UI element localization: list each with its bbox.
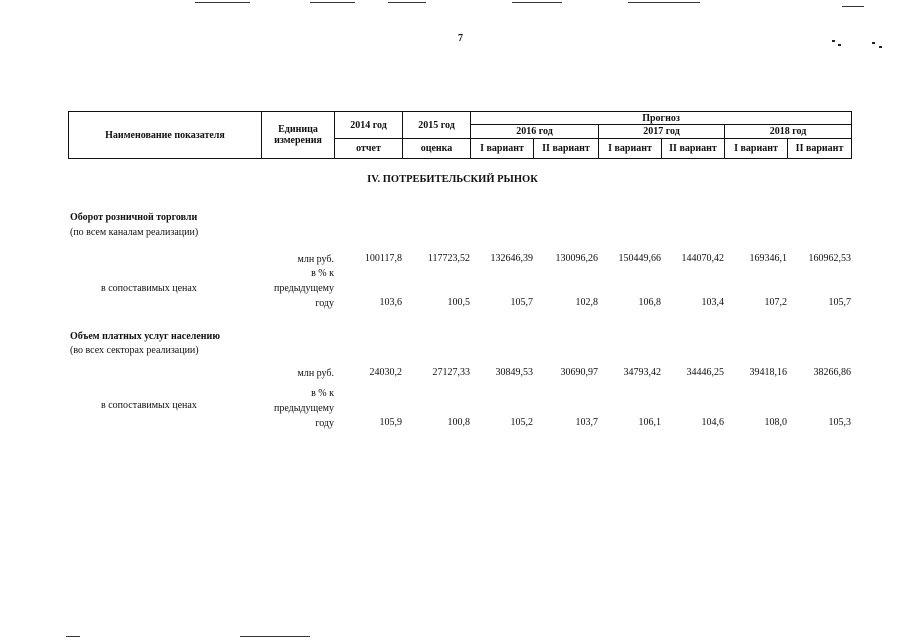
values-row-pct [334, 417, 851, 428]
header-2018: 2018 год [725, 125, 852, 139]
value-cell: 106,8 [638, 297, 661, 308]
scan-artifact-dot [838, 44, 841, 46]
page-number: 7 [458, 33, 463, 44]
value-cell: 130096,26 [555, 253, 598, 264]
header-table [68, 111, 852, 159]
header-2018-var1: I вариант [725, 139, 788, 159]
value-cell: 105,7 [510, 297, 533, 308]
unit-main: млн руб. [297, 368, 334, 379]
value-cell: 144070,42 [681, 253, 724, 264]
value-cell: 107,2 [764, 297, 787, 308]
group-subtitle: (во всех секторах реализации) [70, 345, 199, 356]
header-forecast: Прогноз [471, 112, 852, 125]
header-2016-var1: I вариант [471, 139, 534, 159]
value-cell: 105,2 [510, 417, 533, 428]
header-unit: Единица измерения [262, 112, 335, 159]
scan-artifact-line [512, 2, 562, 3]
header-2018-var2: II вариант [788, 139, 852, 159]
value-cell: 100,5 [447, 297, 470, 308]
value-cell: 30849,53 [495, 367, 533, 378]
scan-artifact-line [628, 2, 700, 3]
value-cell: 39418,16 [749, 367, 787, 378]
scan-artifact-dot [879, 46, 882, 48]
header-2016-var2: II вариант [534, 139, 599, 159]
header-2017: 2017 год [599, 125, 725, 139]
group-subtitle: (по всем каналам реализации) [70, 227, 199, 238]
value-cell: 117723,52 [427, 253, 470, 264]
header-2014: 2014 год [335, 112, 403, 139]
header-2017-var2: II вариант [662, 139, 725, 159]
value-cell: 169346,1 [749, 253, 787, 264]
value-cell: 27127,33 [432, 367, 470, 378]
value-cell: 34446,25 [686, 367, 724, 378]
header-2017-var1: I вариант [599, 139, 662, 159]
unit-pct [252, 386, 334, 431]
scan-artifact-line [240, 636, 310, 637]
unit-pct-line: предыдущему [273, 403, 334, 414]
values-row-pct [334, 297, 851, 308]
value-cell: 105,9 [379, 417, 402, 428]
header-2016: 2016 год [471, 125, 599, 139]
value-cell: 100,8 [447, 417, 470, 428]
value-cell: 106,1 [638, 417, 661, 428]
scan-artifact-dot [832, 40, 835, 42]
unit-pct-line: в % к [311, 388, 334, 399]
value-cell: 104,6 [701, 417, 724, 428]
header-estimate: оценка [403, 139, 471, 159]
header-2015: 2015 год [403, 112, 471, 139]
row-label: в сопоставимых ценах [101, 400, 197, 411]
unit-pct [252, 266, 334, 311]
value-cell: 160962,53 [808, 253, 851, 264]
value-cell: 103,7 [575, 417, 598, 428]
scan-artifact-line [195, 2, 250, 3]
scan-artifact-line [310, 2, 355, 3]
value-cell: 34793,42 [623, 367, 661, 378]
value-cell: 30690,97 [560, 367, 598, 378]
group-title: Объем платных услуг населению [70, 331, 220, 342]
scan-artifact-line [842, 6, 864, 7]
unit-pct-line: предыдущему [273, 283, 334, 294]
value-cell: 105,3 [828, 417, 851, 428]
scan-artifact-line [66, 636, 80, 637]
value-cell: 38266,86 [813, 367, 851, 378]
values-row-main [334, 367, 851, 378]
value-cell: 102,8 [575, 297, 598, 308]
header-report: отчет [335, 139, 403, 159]
row-label: в сопоставимых ценах [101, 283, 197, 294]
section-title: IV. ПОТРЕБИТЕЛЬСКИЙ РЫНОК [367, 174, 538, 185]
unit-pct-line: в % к [311, 268, 334, 279]
value-cell: 108,0 [764, 417, 787, 428]
scan-artifact-line [388, 2, 426, 3]
value-cell: 105,7 [828, 297, 851, 308]
unit-pct-line: году [315, 298, 334, 309]
unit-pct-line: году [315, 418, 334, 429]
group-title: Оборот розничной торговли [70, 212, 198, 223]
scan-artifact-dot [872, 42, 875, 44]
value-cell: 24030,2 [369, 367, 402, 378]
value-cell: 100117,8 [364, 253, 402, 264]
value-cell: 132646,39 [490, 253, 533, 264]
value-cell: 103,6 [379, 297, 402, 308]
header-indicator: Наименование показателя [69, 112, 262, 159]
value-cell: 150449,66 [618, 253, 661, 264]
unit-main: млн руб. [297, 254, 334, 265]
value-cell: 103,4 [701, 297, 724, 308]
values-row-main [334, 253, 851, 264]
